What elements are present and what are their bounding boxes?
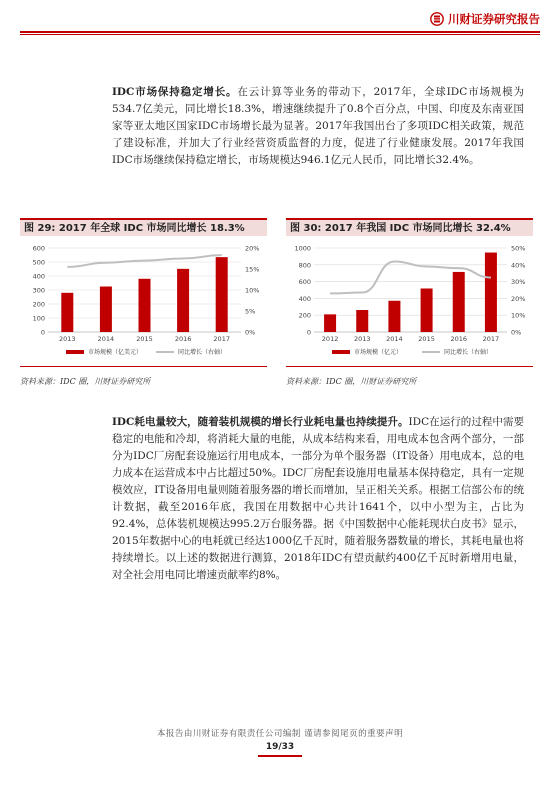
legend-swatch-bar [332,350,350,354]
y-tick-left: 400 [32,272,45,281]
bar [356,310,368,332]
x-tick: 2012 [321,335,339,343]
y-tick-right: 15% [245,265,260,274]
bar [388,301,400,332]
chart-china-idc [286,240,533,366]
x-tick: 2016 [450,335,468,343]
y-tick-left: 1000 [294,244,311,253]
y-tick-left: 200 [32,300,45,309]
y-tick-left: 800 [298,261,311,270]
paragraph-idc-power [112,414,524,584]
y-tick-left: 0 [40,328,45,337]
y-tick-right: 40% [511,261,526,270]
paragraph-body: IDC在运行的过程中需要稳定的电能和冷却，将消耗大量的电能，从成本结构来看，用电成本包含两个部分，一部分为IDC厂房配套设施运行用电成本，一部分为单个服务器（IT设备）用电成本，总的电力成本在运营成本中占比超过50%。IDC厂房配套设施用电量基本保持稳定，具有一定规模效应，IT设备用电量则随着服务器的增长而增加，呈正相关关系。根据工信部公布的统计数据，截至2016年底，我国在用数据中心共计1641个，以中小型为主，占比为92.4%，总体装机规模达995.2万台服务器。据《中国数据中心能耗现状白皮书》显示，2015年数据中心的电耗就已经达1000亿千瓦时，随着服务器数量的增长，其耗电量也将持续增长。以上述的数据进行测算，2018年IDC有望贡献约400亿千瓦时新增用电量，对全社会用电同比增速贡献率约8%。 [112,416,524,581]
figure-30 [286,218,533,366]
paragraph-lead: IDC市场保持稳定增长。 [112,86,238,98]
y-tick-left: 600 [32,244,45,253]
growth-line [330,261,491,293]
y-tick-left: 500 [32,258,45,267]
bar [324,314,336,332]
chart-global-idc [20,240,267,366]
bar [61,293,73,332]
y-tick-right: 10% [245,286,260,295]
bar [453,272,465,332]
figure-title: 图 29: 2017 年全球 IDC 市场同比增长 18.3% [20,218,267,236]
legend-label: 同比增长（右轴） [444,349,493,356]
header-rule-thin [20,34,540,35]
page-number: 19/33 [258,742,302,757]
growth-line [67,255,221,267]
paragraph-idc-market [112,84,524,169]
figure-29 [20,218,267,366]
bar [216,257,228,332]
paragraph-body: 在云计算等业务的带动下，2017年，全球IDC市场规模为534.7亿美元，同比增长18.3%，增速继续提升了0.8个百分点，中国、印度及东南亚国家等亚太地区国家IDC市场增长最为显著。2017年我国出台了多项IDC相关政策，规范了建设标准，并加大了行业经营资质监督的力度，促进了行业健康发展。2017年我国IDC市场继续保持稳定增长，市场规模达946.1亿元人民币，同比增长32.4%。 [112,86,524,166]
legend-label: 市场规模（亿元） [354,349,403,356]
legend-label: 市场规模（亿美元） [88,349,143,356]
brand-name: 川财证券研究报告 [448,12,540,26]
x-tick: 2014 [97,335,115,343]
y-tick-right: 30% [511,278,526,287]
y-tick-right: 5% [245,307,256,316]
x-tick: 2015 [136,335,153,343]
legend-label: 同比增长（右轴） [178,349,227,356]
legend-swatch-bar [66,350,84,354]
bar [139,279,151,332]
bar [421,288,433,332]
figure-source: 资料来源：IDC 圈，川财证券研究所 [20,377,151,386]
y-tick-right: 20% [245,244,260,253]
y-tick-right: 50% [511,244,526,253]
header-brand [430,10,540,28]
y-tick-right: 0% [511,328,522,337]
x-tick: 2015 [418,335,435,343]
footer-disclaimer: 本报告由川财证券有限责任公司编制 谨请参阅尾页的重要声明 [156,729,404,739]
x-tick: 2013 [59,335,76,343]
y-tick-right: 10% [511,311,526,320]
y-tick-left: 300 [32,286,45,295]
figure-rule [20,366,267,367]
x-tick: 2014 [386,335,403,343]
header-rule [20,31,540,33]
figure-source: 资料来源：IDC 圈，川财证券研究所 [286,377,417,386]
x-tick: 2017 [213,335,230,343]
bar [177,269,189,332]
y-tick-right: 0% [245,328,256,337]
bar [100,287,112,333]
y-tick-left: 100 [32,314,45,323]
figure-title: 图 30: 2017 年我国 IDC 市场同比增长 32.4% [286,218,533,236]
x-tick: 2017 [482,335,500,343]
y-tick-left: 400 [298,294,311,303]
bar [485,253,497,332]
chuancai-logo-icon [430,12,444,26]
x-tick: 2016 [174,335,192,343]
x-tick: 2013 [353,335,371,343]
y-tick-left: 200 [298,311,311,320]
y-tick-left: 0 [306,328,311,337]
figure-rule [286,366,533,367]
y-tick-left: 600 [298,278,311,287]
y-tick-right: 20% [511,294,526,303]
paragraph-lead: IDC耗电量较大，随着装机规模的增长行业耗电量也持续提升。 [112,416,409,428]
